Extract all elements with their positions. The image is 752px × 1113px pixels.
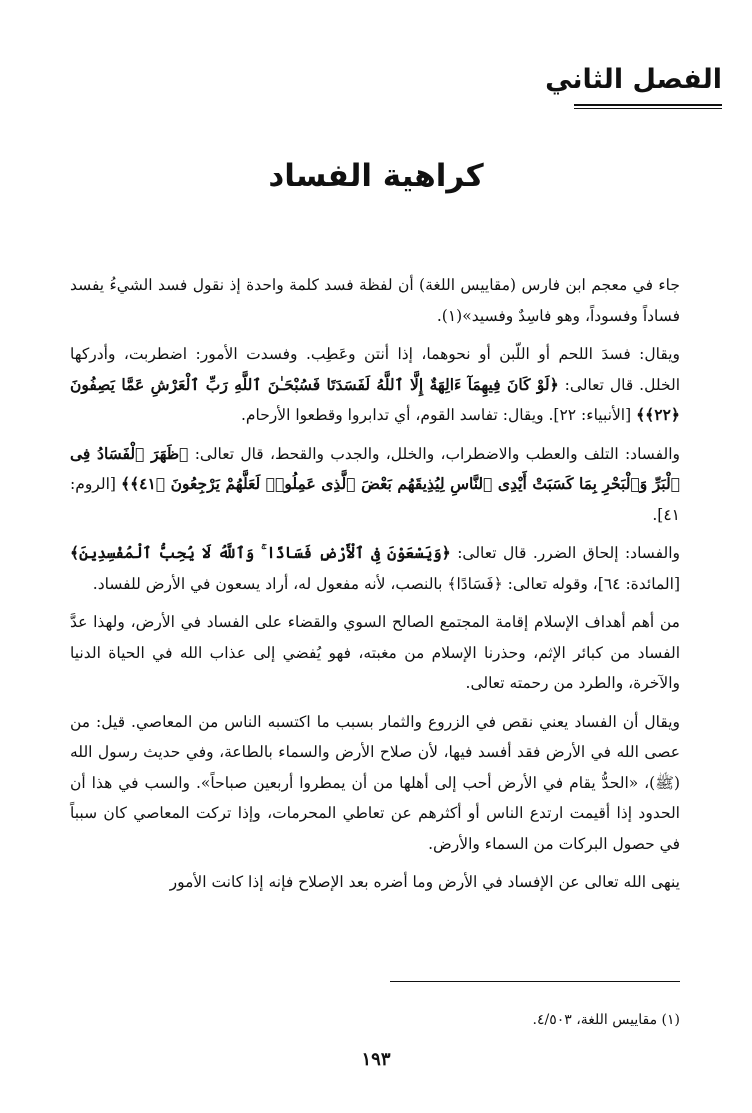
quran-verse: ﴿لَوْ كَانَ فِيهِمَآ ءَالِهَةٌ إِلَّا ٱللَّهُ لَفَسَدَتَا فَسُبْحَـٰنَ ٱللَّهِ رَبِّ ٱلْعَرْشِ عَمَّا يَصِفُونَ ﴿٢٢﴾﴾ [70, 374, 680, 424]
footnote: (١) مقاييس اللغة، ٤/٥٠٣. [532, 1012, 680, 1028]
paragraph: جاء في معجم ابن فارس (مقاييس اللغة) أن لفظة فسد كلمة واحدة إذ نقول فسد الشيءُ يفسد فساداً وفسوداً، وهو فاسِدٌ وفسيد»(١). [70, 276, 680, 325]
quran-verse: ﴿وَيَسْعَوْنَ فِى ٱلْأَرْضِ فَسَادًا ۚ وَٱللَّهُ لَا يُحِبُّ ٱلْمُفْسِدِينَ﴾ [70, 543, 451, 562]
page-number: ١٩٣ [361, 1049, 391, 1070]
paragraph: ويقال أن الفساد يعني نقص في الزروع والثمار بسبب ما اكتسبه الناس من المعاصي. قيل: من عصى الله في الأرض فقد أفسد فيها، لأن صلاح الأرض والسماء بالطاعة، وفي حديث رسول الله (ﷺ)، «الحدُّ يقام في الأرض أحب إلى أهلها من أن يمطروا أربعين صباحاً». والسب في هذا أن الحدود إذا أقيمت ارتدع الناس أو أكثرهم عن تعاطي المحرمات، وإذا تركت المعاصي كان سبباً في حصول البركات من السماء والأرض. [70, 712, 680, 853]
footnote-separator [390, 981, 680, 982]
quran-verse: ﴿ظَهَرَ ٱلْفَسَادُ فِى ٱلْبَرِّ وَٱلْبَحْرِ بِمَا كَسَبَتْ أَيْدِى ٱلنَّاسِ لِيُذِيقَهُم بَعْضَ ٱلَّذِى عَمِلُوا۟ لَعَلَّهُمْ يَرْجِعُونَ ﴿٤١﴾﴾ [70, 443, 681, 493]
chapter-title: الفصل الثاني [545, 64, 722, 95]
section-title: كراهية الفساد [268, 158, 484, 194]
paragraph: ينهى الله تعالى عن الإفساد في الأرض وما أضره بعد الإصلاح فإنه إذا كانت الأمور [169, 873, 680, 891]
paragraph: ويقال: فسدَ اللحم أو اللّبن أو نحوهما، إذا أنتن وعَطِب. وفسدت الأمور: اضطربت، وأدركها الخلل. قال تعالى: ﴿لَوْ كَانَ فِيهِمَآ ءَالِهَةٌ إِلَّا ٱللَّهُ لَفَسَدَتَا فَسُبْحَـٰنَ ٱللَّهِ رَبِّ ٱلْعَرْشِ عَمَّا يَصِفُونَ ﴿٢٢﴾﴾ [الأنبياء: ٢٢]. ويقال: تفاسد القوم، أي تدابروا وقطعوا الأرحام. [70, 345, 681, 424]
paragraph: من أهم أهداف الإسلام إقامة المجتمع الصالح السوي والقضاء على الفساد في الأرض، ولهذا عدَّ الفساد من كبائر الإثم، وحذرنا الإسلام من مغبته، فهو يُفضي إلى عذاب الله في الحياة الدنيا والآخرة، والطرد من رحمته تعالى. [70, 613, 680, 692]
body-text [70, 270, 680, 906]
paragraph: والفساد: إلحاق الضرر. قال تعالى: ﴿وَيَسْعَوْنَ فِى ٱلْأَرْضِ فَسَادًا ۚ وَٱللَّهُ لَا يُحِبُّ ٱلْمُفْسِدِينَ﴾ [المائدة: ٦٤]، وقوله تعالى: ﴿فَسَادًا﴾ بالنصب، لأنه مفعول له، أراد يسعون في الأرض للفساد. [70, 543, 680, 593]
chapter-underline [574, 104, 722, 109]
paragraph: والفساد: التلف والعطب والاضطراب، والخلل، والجدب والقحط، قال تعالى: ﴿ظَهَرَ ٱلْفَسَادُ فِى ٱلْبَرِّ وَٱلْبَحْرِ بِمَا كَسَبَتْ أَيْدِى ٱلنَّاسِ لِيُذِيقَهُم بَعْضَ ٱلَّذِى عَمِلُوا۟ لَعَلَّهُمْ يَرْجِعُونَ ﴿٤١﴾﴾ [الروم: ٤١]. [70, 443, 681, 524]
